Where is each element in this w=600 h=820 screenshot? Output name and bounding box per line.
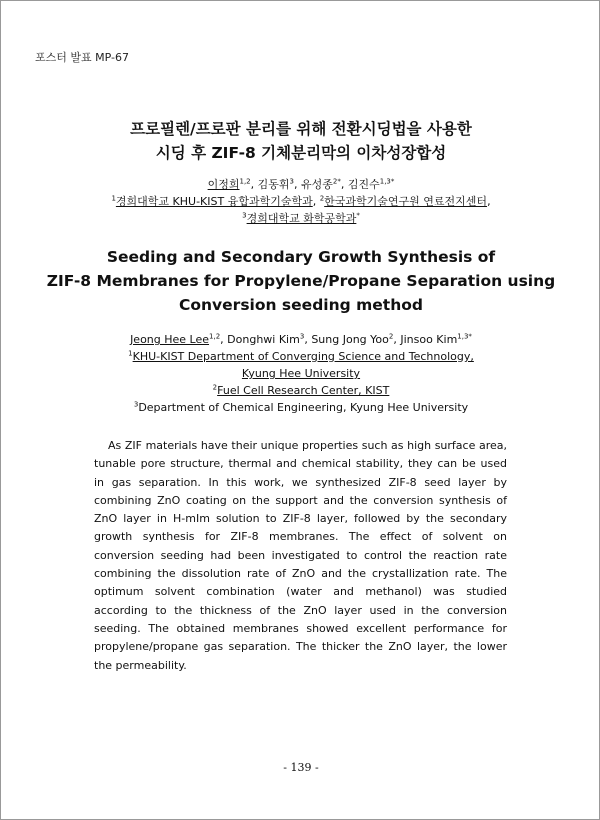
author-name: Jeong Hee Lee — [130, 333, 210, 346]
author-name: Jinsoo Kim — [400, 333, 458, 346]
session-label: 포스터 발표 MP-67 — [35, 51, 129, 64]
english-affil-1-line2: Kyung Hee University — [241, 367, 361, 380]
korean-title-line: 프로필렌/프로판 분리를 위해 전환시딩법을 사용한 — [130, 120, 472, 138]
affil-sup: 1 — [128, 349, 133, 358]
affil-sup: * — [356, 211, 360, 220]
page-number: - 139 - — [283, 761, 319, 774]
author-name: Sung Jong Yoo — [311, 333, 389, 346]
english-author-list: Jeong Hee Lee$^{1,2}$, Donghwi Kim$^3$, Sung Jong Yoo$^2$, Jinsoo Kim$^{1,3*}$ — [130, 332, 472, 346]
korean-affil-1: 경희대학교 KHU-KIST 융합과학기술학과 — [115, 195, 313, 208]
korean-affil-2: 한국과학기술연구원 연료전지센터 — [324, 195, 488, 208]
affil-sup: 3 — [133, 400, 139, 409]
korean-authors-block — [1, 176, 600, 227]
english-affil-3: Department of Chemical Engineering, Kyung Hee University — [138, 401, 469, 414]
author-sup: 3 — [289, 177, 294, 186]
english-affiliation-2 — [1, 382, 600, 399]
english-affiliation-3 — [1, 399, 600, 416]
author-sup: 1,3* — [457, 332, 472, 341]
korean-title-line: 시딩 후 ZIF-8 기체분리막의 이차성장합성 — [155, 144, 447, 162]
korean-affiliations: $^1$경희대학교 KHU-KIST 융합과학기술학과, $^2$한국과학기술연구원 연료전지센터, — [111, 194, 491, 208]
affil-sup: 2 — [319, 194, 325, 203]
english-affiliation-1b — [1, 365, 600, 382]
english-title-line: Seeding and Secondary Growth Synthesis of — [106, 248, 496, 266]
author-name: 김동휘 — [257, 178, 290, 191]
author-sup: 2 — [388, 332, 394, 341]
author-sup: 1,3* — [379, 177, 395, 186]
author-name: 이정희 — [207, 178, 240, 191]
english-title-line: ZIF-8 Membranes for Propylene/Propane Separation using — [46, 272, 556, 290]
author-name: 유성종 — [301, 178, 333, 191]
english-affiliation-1 — [1, 348, 600, 365]
korean-author-list: 이정희$^{1,2}$, 김동휘$^3$, 유성종$^{2*}$, 김진수$^{1,3*}$ — [207, 177, 395, 191]
author-sup: 1,2 — [239, 177, 251, 186]
korean-affiliation-3 — [1, 210, 600, 227]
author-name: 김진수 — [347, 178, 380, 191]
affil-sup: 2 — [212, 383, 218, 392]
abstract-text: As ZIF materials have their unique properties such as high surface area, tunable pore structure, thermal and chemical stability, they can be used in gas separation. In this work, we synthesized ZIF-8 seed layer by combining ZnO coating on the support and the conversion synthesis of ZnO layer in H-mIm solution to ZIF-8 layer, followed by the secondary growth synthesis for ZIF-8 membranes. The effect of solvent on conversion seeding had been investigated to control the reaction rate combining the dissolution rate of ZnO and the crystallization rate. The optimum solvent combination (water and methanol) was studied according to the thickness of the ZnO layer used in the conversion seeding. The obtained membranes showed excellent performance for propylene/propane gas separation. The thicker the ZnO layer, the lower the permeability. — [94, 439, 507, 672]
author-name: Donghwi Kim — [227, 333, 300, 346]
english-title — [1, 245, 600, 317]
english-affil-1-line1: KHU-KIST Department of Converging Science and Technology, — [132, 350, 474, 363]
korean-affil-3: 경희대학교 화학공학과 — [246, 212, 357, 225]
author-sup: 1,2 — [209, 332, 221, 341]
author-sup: 2* — [332, 177, 341, 186]
korean-title — [1, 117, 600, 165]
english-affil-2: Fuel Cell Research Center, KIST — [217, 384, 390, 397]
affil-sup: 1 — [111, 194, 116, 203]
english-title-line: Conversion seeding method — [179, 296, 423, 314]
english-authors-block — [1, 331, 600, 416]
affil-sup: 3 — [242, 211, 247, 220]
author-sup: 3 — [299, 332, 305, 341]
